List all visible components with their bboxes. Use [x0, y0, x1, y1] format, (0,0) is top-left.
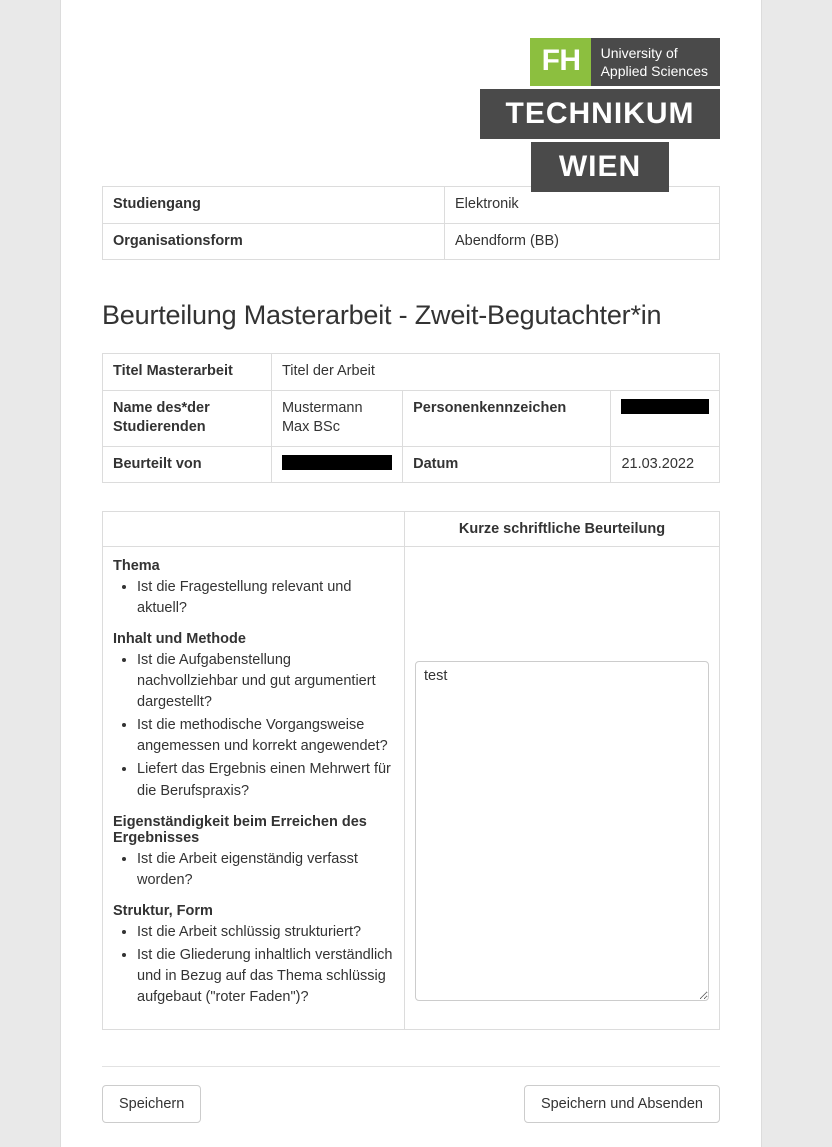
student-name-label: Name des*der Studierenden [103, 390, 272, 446]
criteria-group-eigenstaendigkeit [113, 814, 394, 891]
table-row [103, 390, 720, 446]
organisationsform-label: Organisationsform [103, 223, 445, 260]
list-item: • Ist die methodische Vorgangsweise angemessen und korrekt angewendet? [137, 715, 394, 757]
redacted-bar [282, 455, 392, 470]
criteria-list [113, 577, 394, 619]
criteria-group-struktur-form [113, 903, 394, 1008]
action-button-row [102, 1085, 720, 1147]
save-and-send-button[interactable]: Speichern und Absenden [524, 1085, 720, 1123]
program-info-table [102, 186, 720, 260]
criteria-group-title: Eigenständigkeit beim Erreichen des Ergebnisses [113, 813, 367, 846]
thesis-meta-table [102, 353, 720, 483]
studiengang-label: Studiengang [103, 187, 445, 224]
criteria-group-thema [113, 558, 394, 619]
criteria-group-title: Struktur, Form [113, 902, 213, 919]
criteria-group-inhalt-und-methode [113, 631, 394, 801]
logo-area [102, 0, 720, 186]
divider [102, 1066, 720, 1067]
table-row [103, 354, 720, 391]
criteria-list [113, 849, 394, 891]
person-id-value [611, 390, 720, 446]
assessed-by-label: Beurteilt von [103, 446, 272, 483]
thesis-title-value: Titel der Arbeit [271, 354, 719, 391]
document-sheet [60, 0, 762, 1147]
logo-fh-text: FH [530, 38, 591, 86]
page-title: Beurteilung Masterarbeit - Zweit-Begutachter*in [102, 300, 662, 331]
criteria-list [113, 650, 394, 801]
list-item: • Ist die Gliederung inhaltlich verständlich und in Bezug auf das Thema schlüssig aufgebaut ("roter Faden")? [137, 945, 394, 1008]
table-header-row [103, 512, 720, 547]
logo-technikum-text: TECHNIKUM [480, 89, 720, 139]
list-item: • Ist die Aufgabenstellung nachvollziehbar und gut argumentiert dargestellt? [137, 650, 394, 713]
criteria-header [103, 512, 405, 547]
fh-technikum-wien-logo [480, 38, 720, 192]
note-header: Kurze schriftliche Beurteilung [405, 512, 720, 547]
date-value: 21.03.2022 [611, 446, 720, 483]
note-cell [405, 547, 720, 1029]
logo-university-text [591, 38, 720, 86]
criteria-list [113, 922, 394, 1008]
organisationsform-value: Abendform (BB) [445, 223, 720, 260]
criteria-group-title: Inhalt und Methode [113, 631, 246, 648]
table-row [103, 547, 720, 1029]
studiengang-value: Elektronik [445, 187, 720, 224]
table-row [103, 446, 720, 483]
list-item: • Liefert das Ergebnis einen Mehrwert für die Berufspraxis? [137, 759, 394, 801]
criteria-cell [103, 547, 405, 1029]
list-item: • Ist die Arbeit eigenständig verfasst worden? [137, 849, 394, 891]
thesis-title-label: Titel Masterarbeit [103, 354, 272, 391]
logo-university-line1: University of [600, 45, 678, 61]
evaluation-table [102, 511, 720, 1029]
person-id-label: Personenkennzeichen [403, 390, 611, 446]
student-name-value: Mustermann Max BSc [271, 390, 402, 446]
table-row [103, 223, 720, 260]
date-label: Datum [403, 446, 611, 483]
written-assessment-textarea[interactable] [415, 661, 709, 1001]
logo-wien-text: WIEN [531, 142, 669, 192]
save-button[interactable]: Speichern [102, 1085, 201, 1123]
list-item: • Ist die Arbeit schlüssig strukturiert? [137, 922, 394, 943]
criteria-group-title: Thema [113, 558, 160, 575]
assessed-by-value [271, 446, 402, 483]
redacted-bar [621, 399, 709, 414]
logo-university-line2: Applied Sciences [600, 62, 708, 79]
list-item: • Ist die Fragestellung relevant und aktuell? [137, 577, 394, 619]
